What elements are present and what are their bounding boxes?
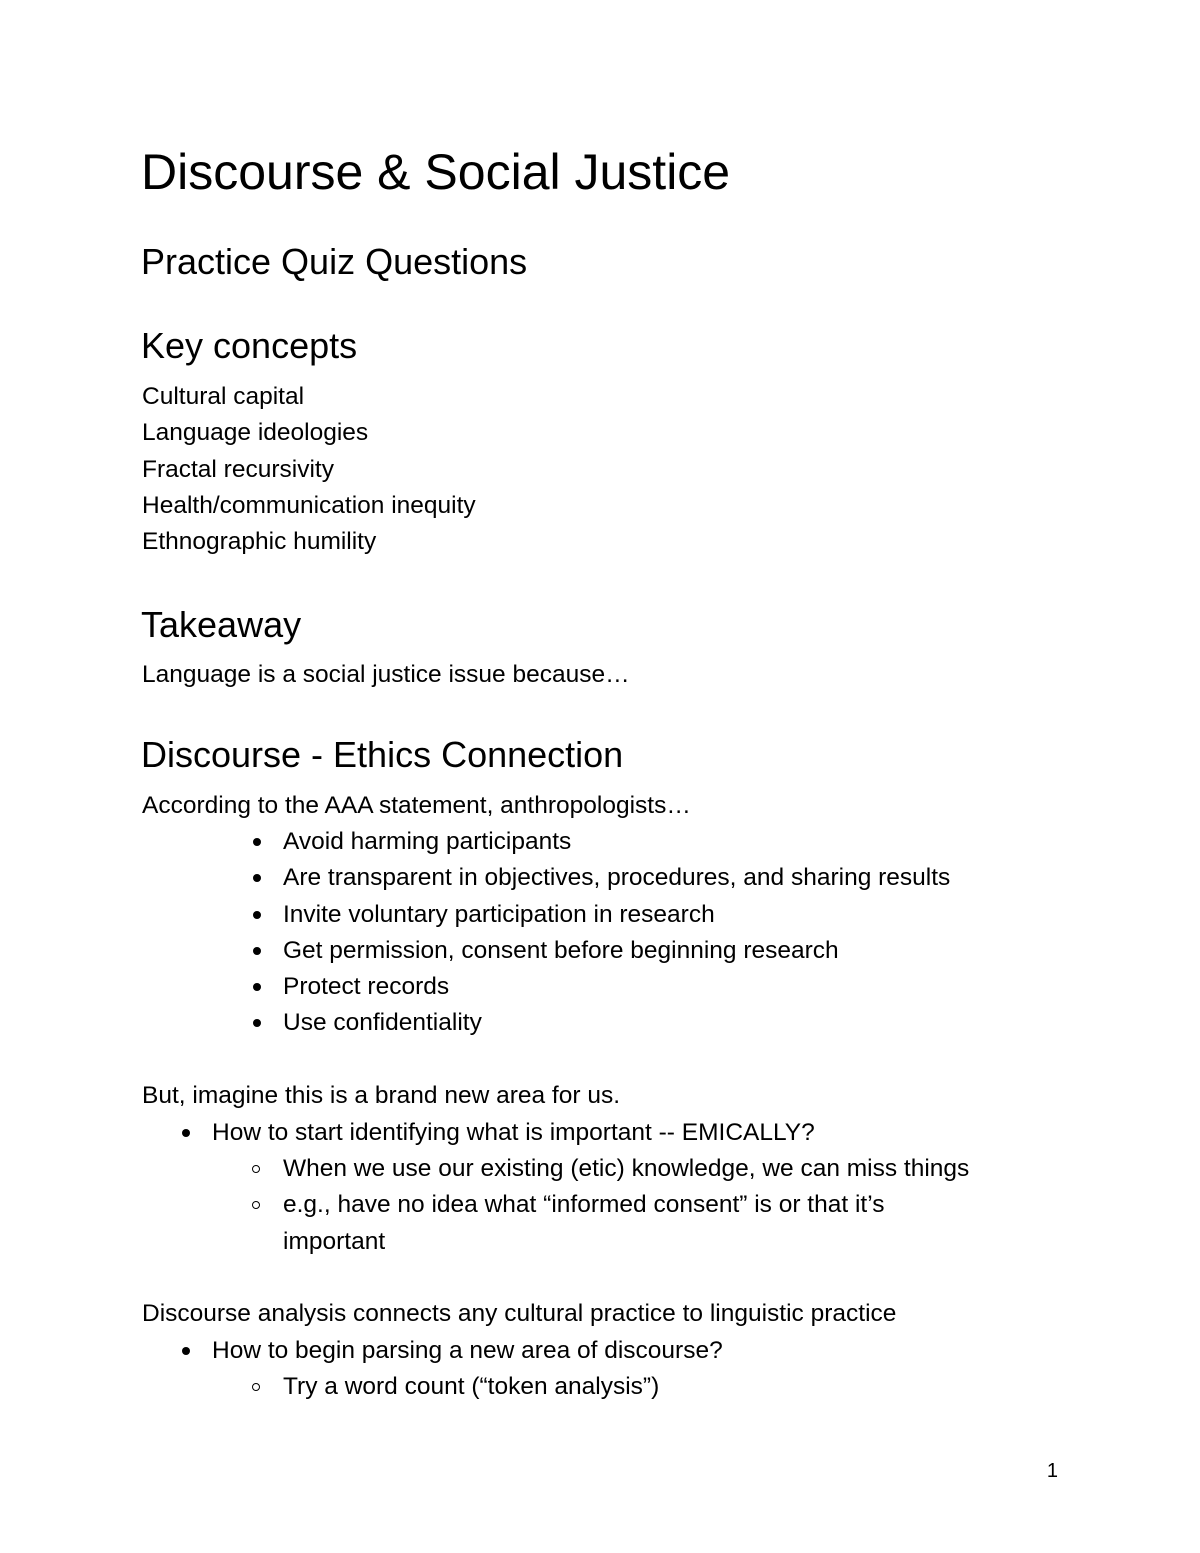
- bullet-icon: [253, 838, 261, 846]
- ethics-bullet-list: [283, 824, 950, 1042]
- list-item: Protect records: [283, 969, 950, 1005]
- list-item: When we use our existing (etic) knowledge, we can miss things: [283, 1151, 969, 1187]
- ethics-heading: Discourse - Ethics Connection: [141, 734, 624, 775]
- list-item-continuation: important: [283, 1227, 386, 1255]
- list-item: Cultural capital: [142, 383, 305, 410]
- list-item: Use confidentiality: [283, 1005, 950, 1041]
- document-subtitle: Practice Quiz Questions: [141, 241, 528, 282]
- bullet-icon: [253, 874, 261, 882]
- hollow-bullet-icon: [252, 1201, 260, 1209]
- list-item: Try a word count (“token analysis”): [283, 1369, 659, 1405]
- list-item: Health/communication inequity: [142, 491, 476, 519]
- key-concepts-heading: Key concepts: [141, 325, 358, 366]
- page-number: 1: [1046, 1460, 1058, 1482]
- list-item: Avoid harming participants: [283, 824, 950, 860]
- list-item: e.g., have no idea what “informed consent” is or that it’s: [283, 1187, 969, 1223]
- discourse-analysis-bullet: [212, 1333, 723, 1369]
- discourse-analysis-intro: Discourse analysis connects any cultural practice to linguistic practice: [142, 1300, 897, 1327]
- discourse-analysis-sub-list: [283, 1369, 659, 1405]
- bullet-icon: [253, 983, 261, 991]
- list-item: Invite voluntary participation in research: [283, 897, 950, 933]
- bullet-icon: [182, 1129, 190, 1137]
- list-item: Language ideologies: [142, 419, 369, 447]
- hollow-bullet-icon: [252, 1165, 260, 1173]
- list-item: Are transparent in objectives, procedures, and sharing results: [283, 860, 950, 896]
- list-item: How to begin parsing a new area of discourse?: [212, 1333, 723, 1369]
- new-area-bullet: [212, 1115, 815, 1151]
- new-area-sub-list: [283, 1151, 969, 1260]
- bullet-icon: [182, 1347, 190, 1355]
- list-item: Ethnographic humility: [142, 528, 377, 556]
- bullet-icon: [253, 911, 261, 919]
- list-item: Get permission, consent before beginning research: [283, 933, 950, 969]
- list-item: Fractal recursivity: [142, 455, 334, 483]
- ethics-intro: According to the AAA statement, anthropologists…: [142, 792, 691, 819]
- document-title: Discourse & Social Justice: [141, 144, 731, 200]
- new-area-intro: But, imagine this is a brand new area for us.: [142, 1082, 621, 1109]
- list-item: How to start identifying what is important -- EMICALLY?: [212, 1115, 815, 1151]
- takeaway-text: Language is a social justice issue because…: [142, 661, 630, 688]
- bullet-icon: [253, 947, 261, 955]
- takeaway-heading: Takeaway: [141, 604, 302, 645]
- hollow-bullet-icon: [252, 1383, 260, 1391]
- bullet-icon: [253, 1019, 261, 1027]
- key-concepts-list: [142, 379, 476, 560]
